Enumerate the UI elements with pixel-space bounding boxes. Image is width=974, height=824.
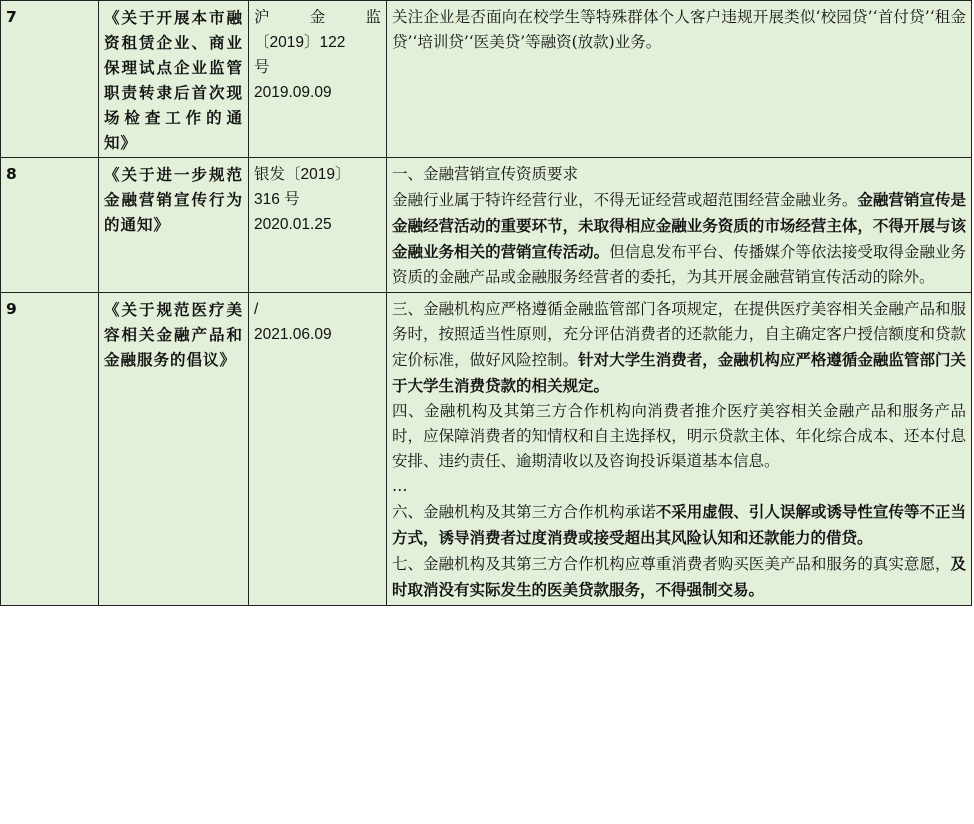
table-row xyxy=(1,1,972,158)
doc-number-line: 〔2019〕122 xyxy=(254,34,346,51)
content-text: 金融行业属于特许经营行业，不得无证经营或超范围经营金融业务。 xyxy=(392,191,858,209)
doc-number-line xyxy=(254,5,381,30)
doc-number-part: 监 xyxy=(365,9,381,26)
content-paragraph xyxy=(392,399,966,474)
row-number: 9 xyxy=(1,293,99,606)
content-paragraph xyxy=(392,474,966,499)
content-text: 四、金融机构及其第三方合作机构向消费者推介医疗美容相关金融产品和服务产品时，应保障消费者的知情权和自主选择权，明示贷款主体、年化综合成本、还本付息安排、违约责任、逾期清收以及咨询投诉渠道基本信息。 xyxy=(392,402,966,470)
doc-number-line: 316 号 xyxy=(254,191,300,208)
content-paragraph xyxy=(392,551,966,603)
doc-number-line: 号 xyxy=(254,59,270,76)
row-number: 7 xyxy=(1,1,99,158)
content-text: 七、金融机构及其第三方合作机构应尊重消费者购买医美产品和服务的真实意愿， xyxy=(392,555,951,573)
content-paragraph xyxy=(392,5,966,55)
table-row xyxy=(1,158,972,293)
document-title: 《关于规范医疗美容相关金融产品和金融服务的倡议》 xyxy=(99,293,249,606)
doc-number-line: / xyxy=(254,301,259,318)
content-paragraph xyxy=(392,187,966,290)
document-reference xyxy=(249,293,387,606)
row-number: 8 xyxy=(1,158,99,293)
document-reference xyxy=(249,1,387,158)
emphasized-text: 金融营销宣传是金融经营活动的重要环节，未取得相应金融业务资质的市场经营主体，不得开展与该金融业务相关的营销宣传活动。 xyxy=(392,190,966,261)
content-text: 但信息发布平台、传播媒介等依法接受取得金融业务资质的金融产品或金融服务经营者的委托，为其开展金融营销宣传活动的除外。 xyxy=(392,243,966,286)
content-paragraph xyxy=(392,499,966,551)
content-text: 六、金融机构及其第三方合作机构承诺 xyxy=(392,503,656,521)
document-content xyxy=(387,1,972,158)
content-text: 一、金融营销宣传资质要求 xyxy=(392,165,579,183)
document-reference xyxy=(249,158,387,293)
issue-date: 2019.09.09 xyxy=(254,84,332,101)
content-text: 三、金融机构应严格遵循金融监管部门各项规定，在提供医疗美容相关金融产品和服务时，按照适当性原则，充分评估消费者的还款能力，自主确定客户授信额度和贷款定价标准，做好风险控制。 xyxy=(392,300,966,369)
table-row xyxy=(1,293,972,606)
content-text: 关注企业是否面向在校学生等特殊群体个人客户违规开展类似‘校园贷’‘首付贷’‘租金贷’‘培训贷’‘医美贷’等融资(放款)业务。 xyxy=(392,8,966,51)
content-paragraph xyxy=(392,297,966,399)
issue-date: 2020.01.25 xyxy=(254,216,332,233)
doc-number-part: 金 xyxy=(309,9,326,26)
content-text: … xyxy=(392,477,408,495)
document-title: 《关于进一步规范金融营销宣传行为的通知》 xyxy=(99,158,249,293)
doc-number-part: 沪 xyxy=(254,9,270,26)
document-content xyxy=(387,158,972,293)
document-title: 《关于开展本市融资租赁企业、商业保理试点企业监管职责转隶后首次现场检查工作的通知》 xyxy=(99,1,249,158)
content-paragraph xyxy=(392,162,966,187)
doc-number-line: 银发〔2019〕 xyxy=(254,166,351,183)
emphasized-text: 不采用虚假、引人误解或诱导性宣传等不正当方式，诱导消费者过度消费或接受超出其风险认知和还款能力的借贷。 xyxy=(392,502,966,547)
emphasized-text: 及时取消没有实际发生的医美贷款服务，不得强制交易。 xyxy=(392,554,966,599)
issue-date: 2021.06.09 xyxy=(254,326,332,343)
emphasized-text: 针对大学生消费者，金融机构应严格遵循金融监管部门关于大学生消费贷款的相关规定。 xyxy=(392,350,966,395)
document-content xyxy=(387,293,972,606)
